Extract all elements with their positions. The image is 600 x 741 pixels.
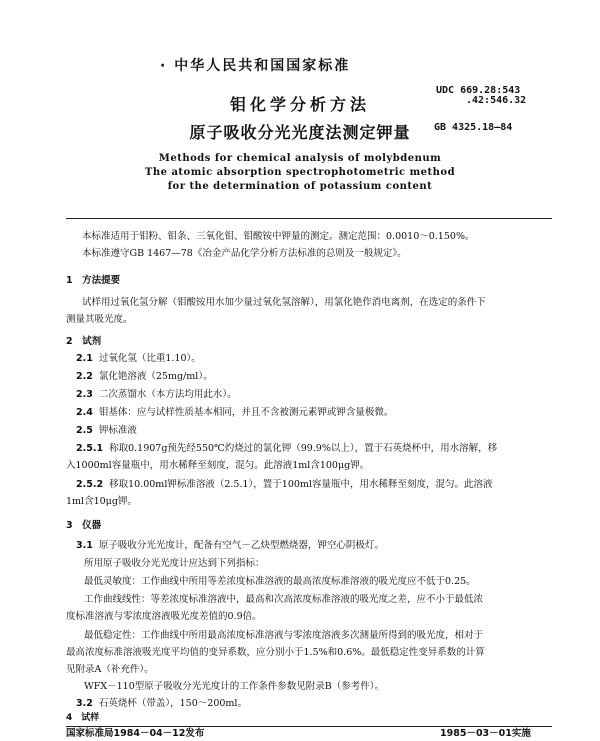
item-text: 石英烧杯（带盖），150～200ml。 (98, 698, 247, 709)
item-2-5-1 (66, 440, 552, 457)
item-number: 2.1 (76, 353, 93, 364)
item-2-5-1-cont: 入1000ml容量瓶中，用水稀释至刻度，混匀。此溶液1ml含100μg钾。 (66, 460, 370, 471)
item-text: 移取10.00ml钾标准溶液（2.5.1），置于100ml容量瓶中，用水稀释至刻度，混匀。此溶液 (109, 479, 493, 490)
issued-date: 国家标准局1984－04－12发布 (66, 728, 205, 739)
title-cn-2: 原子吸收分光光度法测定钾量 (189, 123, 411, 142)
section-2-heading: 2 试剂 (66, 336, 102, 347)
title-en-2: The atomic absorption spectrophotometric method (144, 167, 456, 178)
item-number: 2.4 (76, 407, 93, 418)
title-en-3: for the determination of potassium content (167, 181, 433, 192)
section-4-heading: 4 试样 (66, 713, 100, 723)
intro-line-2: 本标准遵守GB 1467—78《冶金产品化学分析方法标准的总则及一般规定》。 (82, 248, 407, 259)
item-text: 过氧化氢（比重1.10）。 (98, 353, 201, 364)
item-2-1 (66, 350, 552, 367)
gb-number: GB 4325.18—84 (434, 122, 513, 133)
item-3-2 (66, 695, 552, 712)
item-3-1-sensitivity: 最低灵敏度：工作曲线中所用等差浓度标准溶液的最高浓度标准溶液的吸光度应不低于0.25。 (84, 576, 476, 587)
section-1-text-b: 测量其吸光度。 (66, 314, 133, 325)
item-text: 氯化铯溶液（25mg/ml）。 (98, 371, 213, 382)
udc-line-1: UDC 669.28:543 (436, 85, 521, 96)
item-text: 称取0.1907g预先经550℃灼烧过的氯化钾（99.9%以上），置于石英烧杯中，用水溶解，移 (109, 443, 498, 454)
header-divider (66, 218, 552, 219)
item-2-4 (66, 404, 552, 421)
section-1-text-a: 试样用过氧化氢分解（钼酸铵用水加少量过氧化氢溶解），用氯化铯作消电离剂，在选定的条件下 (82, 297, 486, 308)
item-2-5-2 (66, 476, 552, 493)
item-number: 2.5.2 (76, 479, 104, 490)
udc-line-2: .42:546.32 (466, 95, 527, 106)
title-cn-1: 钼化学分析方法 (229, 95, 370, 114)
intro-line-1: 本标准适用于钼粉、钼条、三氧化钼、钼酸铵中钾量的测定。测定范围：0.0010～0.150%。 (82, 231, 475, 242)
item-text: 原子吸收分光光度计，配备有空气－乙炔型燃烧器，钾空心阴极灯。 (98, 540, 384, 551)
item-2-5-2-cont: 1ml含10μg钾。 (66, 496, 137, 507)
item-number: 2.2 (76, 371, 93, 382)
item-3-1-linearity-b: 度标准溶液与零浓度溶液吸光度差值的0.9倍。 (66, 611, 262, 622)
section-3-heading: 3 仪器 (66, 520, 102, 531)
item-3-1 (66, 537, 552, 554)
item-3-1-stability-a: 最低稳定性：工作曲线中所用最高浓度标准溶液与零浓度溶液多次测量所得到的吸光度，相对于 (84, 630, 484, 641)
item-text: 钼基体：应与试样性质基本相同，并且不含被测元素钾或钾含量极微。 (98, 407, 394, 418)
item-3-1-linearity-a: 工作曲线线性：等差浓度标准溶液中，最高和次高浓度标准溶液的吸光度之差，应不小于最低浓 (84, 594, 484, 605)
item-3-1-requirements: 所用原子吸收分光光度计应达到下列指标： (84, 558, 265, 569)
item-number: 3.1 (76, 540, 93, 551)
item-text: 二次蒸馏水（本方法均用此水）。 (98, 389, 237, 400)
item-2-3 (66, 386, 552, 403)
item-number: 2.3 (76, 389, 93, 400)
standard-org: · 中华人民共和国国家标准 (160, 58, 351, 74)
item-2-2 (66, 368, 552, 385)
item-3-1-conditions: WFX－110型原子吸收分光光度计的工作条件参数见附录B（参考件）。 (84, 681, 384, 692)
effective-date: 1985－03－01实施 (440, 728, 531, 739)
item-2-5 (66, 422, 552, 439)
footer-divider (66, 726, 552, 727)
item-3-1-stability-b: 最高浓度标准溶液吸光度平均值的变异系数，应分别小于1.5%和0.6%。最低稳定性变异系数的计算 (66, 647, 485, 658)
item-number: 2.5 (76, 425, 93, 436)
item-3-1-stability-c: 见附录A（补充件）。 (66, 664, 154, 675)
title-en-1: Methods for chemical analysis of molybdenum (158, 153, 442, 164)
item-number: 3.2 (76, 698, 93, 709)
section-1-heading: 1 方法提要 (66, 275, 121, 286)
item-number: 2.5.1 (76, 443, 104, 454)
item-text: 钾标准液 (98, 425, 137, 436)
